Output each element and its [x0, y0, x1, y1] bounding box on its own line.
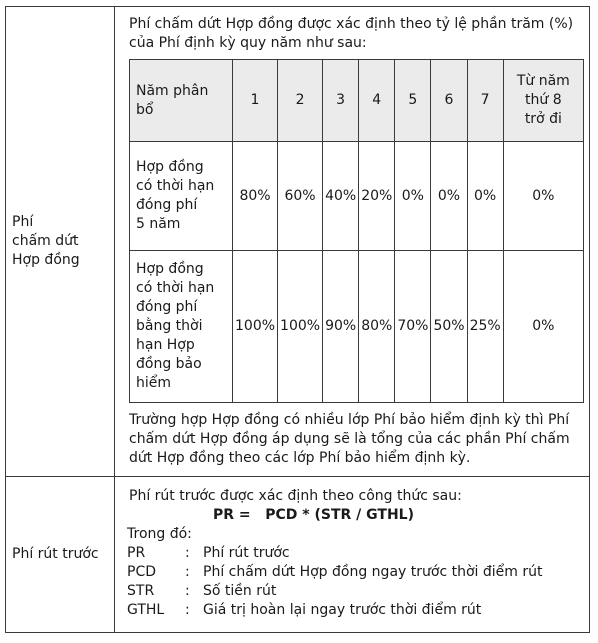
rate-cell: 20%	[359, 142, 395, 251]
definition-key: GTHL	[127, 602, 165, 618]
termination-fee-row	[6, 7, 590, 477]
row-label-line: 5 năm	[136, 216, 181, 232]
row-label-line: có thời hạn	[136, 280, 215, 296]
header-line: Từ năm	[516, 73, 570, 89]
header-line: thứ 8	[525, 92, 562, 108]
rate-cell: 100%	[278, 251, 323, 403]
definition-value: Phí rút trước	[203, 545, 290, 561]
definition-item	[127, 601, 581, 620]
definition-key: STR	[127, 583, 155, 599]
rate-cell: 0%	[503, 142, 583, 251]
header-year: 7	[467, 60, 503, 142]
definitions-list	[127, 544, 581, 620]
table-header-row	[130, 60, 584, 142]
header-line: trở đi	[524, 111, 562, 127]
header-year: 6	[431, 60, 467, 142]
label-line: Hợp đồng	[12, 252, 80, 268]
withdrawal-fee-label: Phí rút trước	[6, 477, 115, 633]
definition-item	[127, 544, 581, 563]
definition-value: Phí chấm dứt Hợp đồng ngay trước thời điểm rút	[203, 564, 543, 580]
termination-fee-content	[115, 7, 590, 477]
definitions-heading: Trong đó:	[127, 526, 192, 542]
withdrawal-fee-content	[115, 477, 590, 633]
termination-intro: Phí chấm dứt Hợp đồng được xác định theo tỷ lệ phần trăm (%) của Phí định kỳ quy năm như sau:	[129, 16, 574, 51]
row-label-line: Hợp đồng	[136, 159, 204, 175]
row-label-line: hạn Hợp	[136, 337, 195, 353]
definition-colon: :	[185, 583, 190, 599]
definition-item	[127, 563, 581, 582]
rate-cell: 0%	[503, 251, 583, 403]
rate-cell: 25%	[467, 251, 503, 403]
header-year: 3	[323, 60, 359, 142]
row-label-line: đóng phí	[136, 197, 198, 213]
fee-table	[5, 6, 590, 633]
definition-colon: :	[185, 564, 190, 580]
withdrawal-intro: Phí rút trước được xác định theo công thức sau:	[129, 488, 462, 504]
header-year: 1	[233, 60, 278, 142]
rate-cell: 80%	[233, 142, 278, 251]
rate-cell: 80%	[359, 251, 395, 403]
header-year-8-onward	[503, 60, 583, 142]
definition-colon: :	[185, 545, 190, 561]
termination-rate-table	[129, 59, 584, 403]
header-year: 2	[278, 60, 323, 142]
row-label-5-year	[130, 142, 233, 251]
definition-value: Số tiền rút	[203, 583, 277, 599]
rate-cell: 60%	[278, 142, 323, 251]
table-row	[130, 251, 584, 403]
header-allocation-year: Năm phân bổ	[130, 60, 233, 142]
table-row	[130, 142, 584, 251]
row-label-line: hiểm	[136, 375, 172, 391]
definition-item	[127, 582, 581, 601]
rate-cell: 0%	[431, 142, 467, 251]
rate-cell: 50%	[431, 251, 467, 403]
rate-cell: 40%	[323, 142, 359, 251]
label-line: chấm dứt	[12, 233, 79, 249]
row-label-line: đồng bảo	[136, 356, 202, 372]
termination-note: Trường hợp Hợp đồng có nhiều lớp Phí bảo hiểm định kỳ thì Phí chấm dứt Hợp đồng áp dụng sẽ là tổng của các phần Phí chấm dứt Hợp đồng theo các lớp Phí bảo hiểm định kỳ.	[129, 412, 570, 466]
header-year: 5	[395, 60, 431, 142]
withdrawal-fee-row	[6, 477, 590, 633]
row-label-line: có thời hạn	[136, 178, 215, 194]
definition-colon: :	[185, 602, 190, 618]
definition-key: PCD	[127, 564, 156, 580]
label-line: Phí	[12, 214, 34, 230]
row-label-line: bằng thời	[136, 318, 203, 334]
rate-cell: 90%	[323, 251, 359, 403]
termination-fee-label	[6, 7, 115, 477]
withdrawal-formula: PR = PCD * (STR / GTHL)	[213, 507, 414, 523]
rate-cell: 70%	[395, 251, 431, 403]
rate-cell: 100%	[233, 251, 278, 403]
rate-cell: 0%	[467, 142, 503, 251]
row-label-line: đóng phí	[136, 299, 198, 315]
definition-key: PR	[127, 545, 146, 561]
row-label-line: Hợp đồng	[136, 261, 204, 277]
definition-value: Giá trị hoàn lại ngay trước thời điểm rút	[203, 602, 482, 618]
row-label-full-term	[130, 251, 233, 403]
header-year: 4	[359, 60, 395, 142]
rate-cell: 0%	[395, 142, 431, 251]
